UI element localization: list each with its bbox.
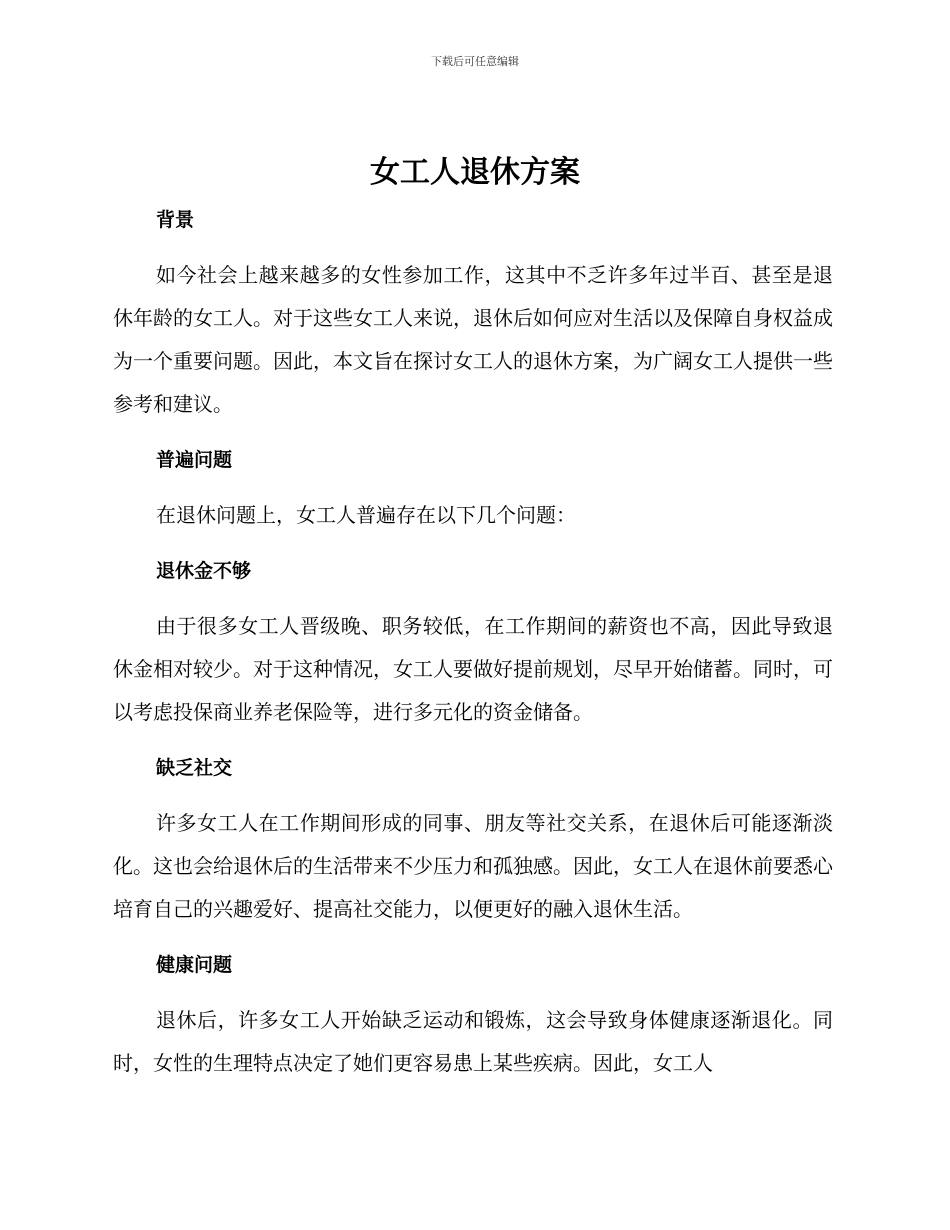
header-note: 下载后可任意编辑 xyxy=(431,55,519,68)
section-social xyxy=(113,748,833,931)
section-health xyxy=(113,945,833,1085)
section-heading: 背景 xyxy=(156,209,195,231)
document-title: 女工人退休方案 xyxy=(370,155,580,190)
section-paragraph: 退休后，许多女工人开始缺乏运动和锻炼，这会导致身体健康逐渐退化。同时，女性的生理特点决定了她们更容易患上某些疾病。因此，女工人 xyxy=(113,1008,833,1075)
section-heading: 普遍问题 xyxy=(156,449,233,471)
section-paragraph: 许多女工人在工作期间形成的同事、朋友等社交关系，在退休后可能逐渐淡化。这也会给退休后的生活带来不少压力和孤独感。因此，女工人在退休前要悉心培育自己的兴趣爱好、提高社交能力，以便更好的融入退休生活。 xyxy=(113,811,833,921)
section-paragraph: 如今社会上越来越多的女性参加工作，这其中不乏许多年过半百、甚至是退休年龄的女工人。对于这些女工人来说，退休后如何应对生活以及保障自身权益成为一个重要问题。因此，本文旨在探讨女工人的退休方案，为广阔女工人提供一些参考和建议。 xyxy=(113,263,833,416)
section-common-issues xyxy=(113,440,833,537)
section-heading: 健康问题 xyxy=(156,954,233,976)
section-heading: 退休金不够 xyxy=(156,560,252,582)
section-paragraph: 在退休问题上，女工人普遍存在以下几个问题： xyxy=(156,503,576,527)
section-pension xyxy=(113,551,833,734)
document-body xyxy=(113,200,833,1085)
section-heading: 缺乏社交 xyxy=(156,757,233,779)
section-background xyxy=(113,200,833,426)
section-paragraph: 由于很多女工人晋级晚、职务较低，在工作期间的薪资也不高，因此导致退休金相对较少。对于这种情况，女工人要做好提前规划，尽早开始储蓄。同时，可以考虑投保商业养老保险等，进行多元化的资金储备。 xyxy=(113,614,833,724)
